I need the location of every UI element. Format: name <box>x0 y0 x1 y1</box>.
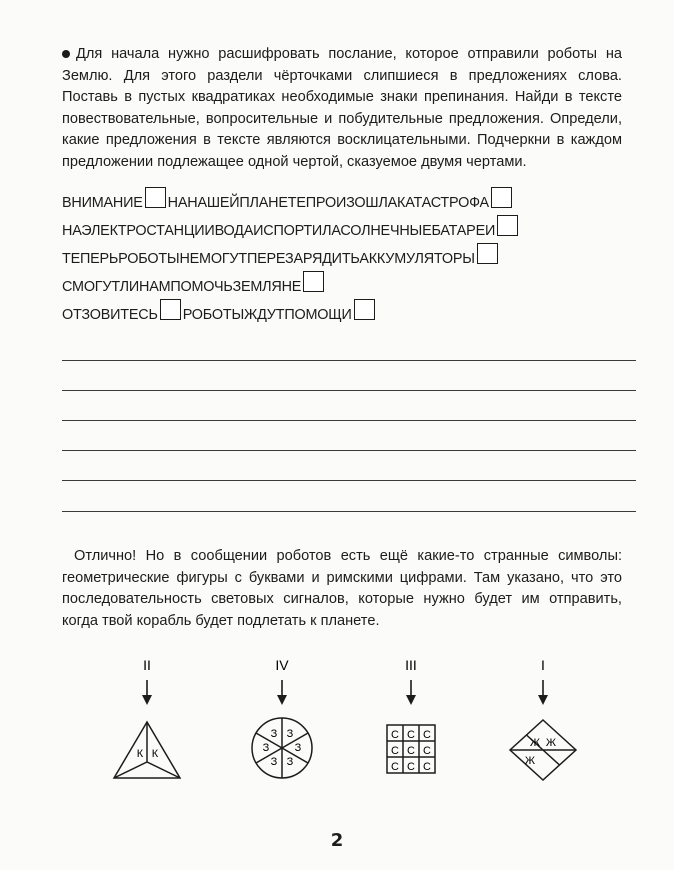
numeral-diamond: I <box>541 657 545 673</box>
circle-letter: З <box>294 742 302 754</box>
bullet-icon <box>62 50 70 58</box>
triangle-figure <box>114 722 180 778</box>
message-line-3 <box>62 246 500 267</box>
arrow-head-icon <box>277 695 287 705</box>
triangle-letter: К <box>151 748 159 760</box>
grid-letter: С <box>423 745 431 757</box>
circle-letter: З <box>270 756 278 768</box>
numeral-triangle: II <box>143 657 151 673</box>
circle-letter: З <box>286 756 294 768</box>
punctuation-box[interactable] <box>491 187 512 208</box>
punctuation-box[interactable] <box>497 215 518 236</box>
grid-letter: С <box>391 761 399 773</box>
punctuation-box[interactable] <box>303 271 324 292</box>
task-instructions <box>62 44 622 173</box>
circle-letter: З <box>270 728 278 740</box>
answer-line[interactable] <box>62 480 636 481</box>
arrow-head-icon <box>142 695 152 705</box>
diamond-figure <box>510 720 576 780</box>
word-sequence: СМОГУТЛИНАМПОМОЧЬЗЕМЛЯНЕ <box>62 279 302 295</box>
grid-letter: С <box>423 761 431 773</box>
numeral-circle: IV <box>275 657 289 673</box>
message-line-5 <box>62 302 377 323</box>
word-sequence: ВНИМАНИЕ <box>62 195 143 211</box>
word-sequence: НАЭЛЕКТРОСТАНЦИИВОДАИСПОРТИЛАСОЛНЕЧНЫЕБАТАРЕИ <box>62 223 496 239</box>
answer-line[interactable] <box>62 511 636 512</box>
circle-figure <box>252 718 312 778</box>
punctuation-box[interactable] <box>145 187 166 208</box>
grid-letter: С <box>391 729 399 741</box>
answer-line[interactable] <box>62 360 636 361</box>
answer-line[interactable] <box>62 390 636 391</box>
message-line-2 <box>62 218 520 239</box>
diamond-letter: Ж <box>545 737 557 749</box>
grid-letter: С <box>407 745 415 757</box>
grid-letter: С <box>407 761 415 773</box>
intro-text: Для начала нужно расшифровать послание, которое отправили роботы на Землю. Для этого раздели чёрточками слипшиеся в предложениях слова. Поставь в пустых квадратиках необходимые знаки препинания. Найди в тексте повествовательные, вопросительные и побудительные предложения. Определи, какие предложения в тексте являются восклицательными. Подчеркни в каждом предложении подлежащее одной чертой, сказуемое двумя чертами. <box>62 46 622 170</box>
arrow-head-icon <box>406 695 416 705</box>
diamond-letter: Ж <box>529 737 541 749</box>
page-number: 2 <box>330 830 344 851</box>
word-sequence: НАНАШЕЙПЛАНЕТЕПРОИЗОШЛАКАТАСТРОФА <box>167 195 489 211</box>
circle-letter: З <box>286 728 294 740</box>
answer-line[interactable] <box>62 450 636 451</box>
signal-figures <box>0 650 674 850</box>
message-line-4 <box>62 274 326 295</box>
grid-letter: С <box>407 729 415 741</box>
grid-letter: С <box>423 729 431 741</box>
word-sequence: ОТЗОВИТЕСЬ <box>62 307 158 323</box>
numeral-grid: III <box>405 657 417 673</box>
grid-letter: С <box>391 745 399 757</box>
message-line-1 <box>62 190 514 211</box>
word-sequence: ТЕПЕРЬРОБОТЫНЕМОГУТПЕРЕЗАРЯДИТЬАККУМУЛЯТОРЫ <box>62 251 475 267</box>
answer-line[interactable] <box>62 420 636 421</box>
punctuation-box[interactable] <box>354 299 375 320</box>
signals-paragraph: Отлично! Но в сообщении роботов есть ещё какие-то странные символы: геометрические фигуры с буквами и римскими цифрами. Там указано, что это последовательность световых сигналов, которые нужно будет им отправить, когда твой корабль будет подлетать к планете. <box>62 548 622 629</box>
circle-letter: З <box>262 742 270 754</box>
diamond-letter: Ж <box>524 755 536 767</box>
arrow-head-icon <box>538 695 548 705</box>
arrows <box>147 680 543 696</box>
triangle-letter: К <box>136 748 144 760</box>
punctuation-box[interactable] <box>160 299 181 320</box>
word-sequence: РОБОТЫЖДУТПОМОЩИ <box>182 307 352 323</box>
punctuation-box[interactable] <box>477 243 498 264</box>
